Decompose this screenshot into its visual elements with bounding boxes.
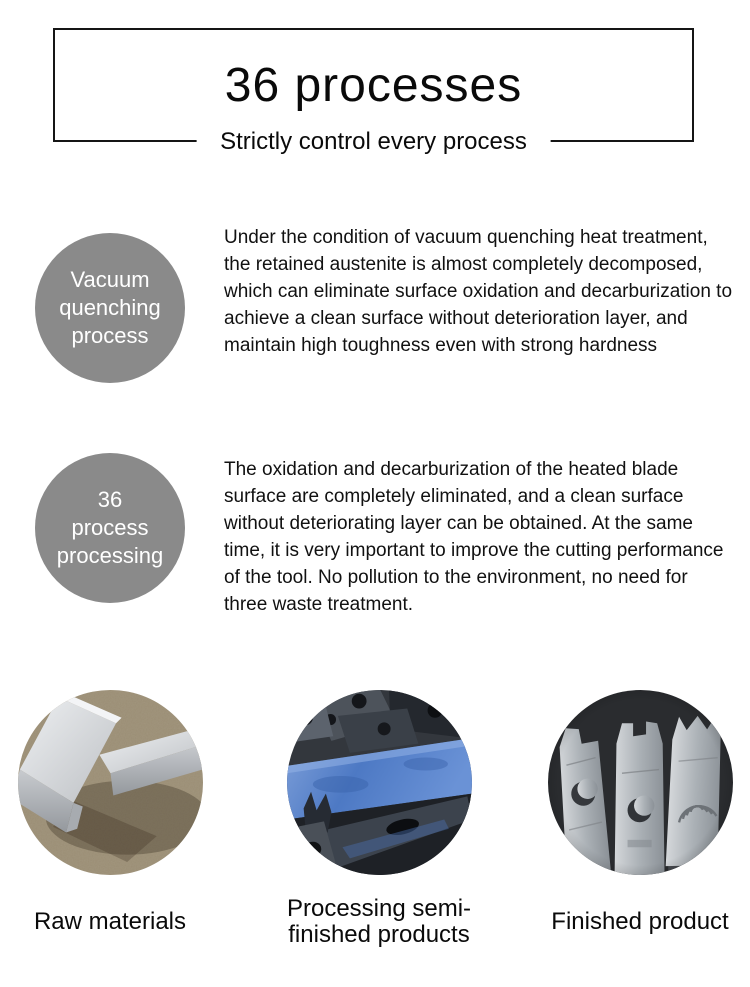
page-title: 36 processes (224, 58, 523, 112)
semi-finished-products-photo (287, 690, 472, 875)
badge-line: process (71, 323, 149, 348)
finished-product-photo (548, 690, 733, 875)
workflow-label-semi-finished: Processing semi-finished products (286, 895, 472, 948)
description-vacuum-quenching: Under the condition of vacuum quenching heat treatment, the retained austenite is almost completely decomposed, which can eliminate surface oxidation and decarburization to achieve a clean surface without deterioration layer, and maintain high toughness even with strong hardness (224, 227, 733, 356)
header-box (53, 28, 694, 156)
workflow-step-semi-finished (279, 690, 479, 963)
badge-line: 36 (97, 487, 123, 512)
page-subtitle: Strictly control every process (196, 128, 551, 156)
badge-line: Vacuum (70, 267, 150, 292)
raw-materials-photo (18, 690, 203, 875)
workflow-step-raw-materials (10, 690, 210, 963)
workflow-label-raw-materials: Raw materials (33, 908, 187, 935)
badge-line: process (71, 515, 149, 540)
badge-line: processing (56, 543, 164, 568)
badge-line: quenching (59, 295, 161, 320)
workflow-step-finished-product (540, 690, 740, 963)
badge-36-process (35, 453, 185, 603)
description-36-process: The oxidation and decarburization of the heated blade surface are completely eliminated, and a clean surface without deteriorating layer can be obtained. At the same time, it is very important to improve the cutting performance of the tool. No pollution to the environment, no need for three waste treatment. (224, 459, 724, 615)
workflow-label-finished-product: Finished product (551, 908, 729, 935)
badge-vacuum-quenching (35, 233, 185, 383)
